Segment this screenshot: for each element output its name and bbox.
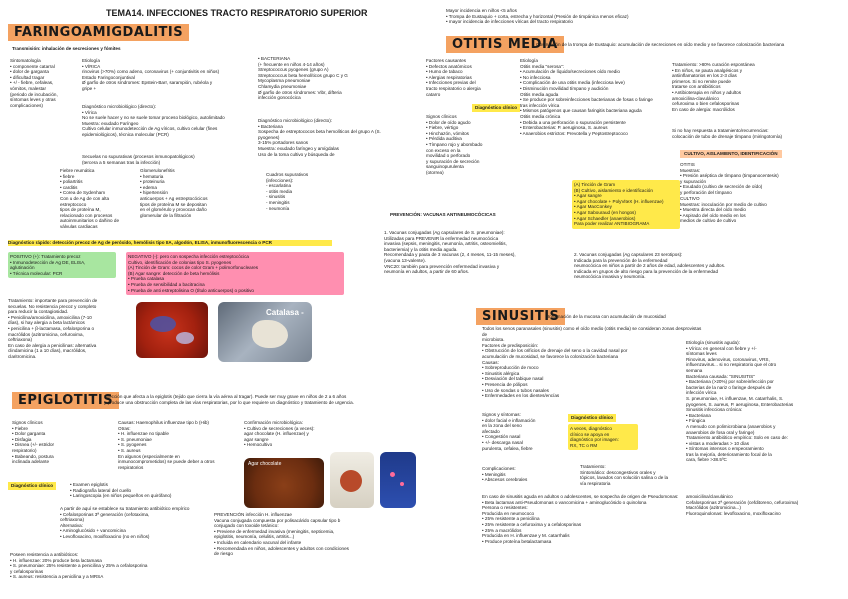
faringo-diagnostico-bacteriano: Diagnóstico microbiológico (directo): • Bacteriana Sospecha de estreptococos beta hemolíticos del grupo A (S. pyogenes) 3-15% portadores sanos Muestra: exudado faríngeo y amígdalas Uso de la toma cultivo y búsqueda de [258, 118, 381, 157]
faringo-etiologia-bacteriana: • BACTERIANA (+ frecuente en niños 4-14 años) Streptococcus pyogenes (grupo A) Streptococcus beta hemolíticos grupo C y G Mycoplasma pneumoniae Chlamydia pneumoniae Ø garfio de otros síndromes: Vibr, difteria infección gonocócica [258, 56, 348, 101]
faringo-tratamiento: Tratamiento: importante para prevención de secuelas. No resistencia precoz y completo para reducir la contagiosidad. • Penicilina/amoxicilina, amoxicilina (7-10 días), si hay alergia a beta lactámicos • penicilina + β-lactamasa, cefalosporina o macrólidos (azitromicina, cefuroxima, ceftriaxona) En caso de alergia a penicilinas: alternativa clindamicina (1 a 10 días), macrólidos, claritromicina. [8, 298, 98, 359]
bacitracin-disk-2 [176, 332, 194, 344]
faringo-glomerulonefritis: Glomerulonefritis • hematuria • proteinuria • edema • hipertensión anticuerpos + Ag estreptocócicos tipos de proteína M se depositan en el glomérulo y provocan daño glomerular de la filtración [140, 168, 208, 218]
epiglotitis-examenes: • Examen epiglotis • Radiografía lateral del cuello • Laringoscopia (en niños pequeños en quirófano) [70, 482, 172, 499]
faringo-etiologia-viral: Etiología • VÍRICA rinovirus (>70%) como adeno, coronavirus (+ conjuntivitis en niños) Estado Faringoconjuntival Ø garfio de otros síndromes: Epstein-Barr, sarampión, rubéola y gripe + [82, 58, 220, 91]
otitis-vacunas-23: 2. Vacunas conjugadas (Ag capsulares 23 serotipos): Indicada para la prevención de la enfermedad neumocócica en niños a partir de 2 años de edad, adolescentes y adultos. Indicada en grupos de alto riesgo para la prevención de la enfermedad neumocócica invasiva y neumonía. [574, 252, 726, 280]
otitis-prevencion: PREVENCIÓN: VACUNAS ANTINEUMOCÓCICAS [390, 212, 496, 217]
epiglotitis-resistencia: Poseen resistencia a antibióticos: • H. influenzae: 20% produce beta lactamasa • S. pneumoniae: 25% resistente a penicilina y 25% a cefalosporina y cefalosporinas • S. aureus: resistencia a penicilina y a MRSA [10, 552, 148, 580]
faringo-heading: FARINGOAMIGDALITIS [8, 24, 189, 41]
agar-chocolate-label: Agar chocolate [248, 461, 282, 467]
otitis-heading: OTITIS MEDIA [446, 36, 564, 53]
sinusitis-complicaciones: Complicaciones: • Meningitis • Abscesos cerebrales [482, 466, 528, 483]
otitis-top-lines: Mayor incidencia en niños <5 años • Trompa de Eustaquio + corta, estrecha y horizontal (Presión de timpánica menos eficaz) • mayor incidencia de infecciones víricas del tracto respiratorio [446, 8, 629, 25]
gram-cell [400, 482, 404, 486]
faringo-diagnostico-rapido: Diagnóstico rápido: detección precoz de Ag de peróxido, hemólisis tipo IIA, algodón, ELISA, inmunofluorescencia o PCR [8, 240, 332, 246]
sinusitis-definition: Inflamación de la mucosa con acumulación de mucosidad [548, 314, 666, 319]
catalasa-photo [218, 302, 312, 362]
sinusitis-diagnostico-clinico: Diagnóstico clínico [568, 414, 616, 422]
catalasa-label: Catalasa - [266, 308, 304, 317]
epiglotitis-prevencion: PREVENCIÓN infección H. influenzae Vacuna conjugada compuesta por polisacárido capsular tipo b conjugado con toxoide tetánico: • Previene de enfermedad invasiva (meningitis, septicemia, epiglotitis, neumonía, celulitis, artritis...) • Incluida en calendario vacunal del infante • Recomendada en niños, adolescentes y adultos con condiciones de riesgo [214, 512, 349, 557]
faringo-diagnostico-viral: Diagnóstico microbiológico (directo): • Vírica No se suele hacer y no se suele tomar proceso biológico, autolimitado Muestra: exudado Faríngeo Cultivo celular inmunodetección de Ag víricos, cultivo celular (fines epidemiológicos), técnica molecular (PCR) [82, 104, 225, 137]
otitis-cultivo-title: CULTIVO, AISLAMIENTO, IDENTIFICACIÓN [680, 150, 782, 158]
faringo-negativo-box: NEGATIVO (-): pero con sospecha infección estreptocócica Cultivo, identificación de colonias tipo S. pyogenes (A) Tinción de Gram: cocos de color Gram + polimorfonucleares (B) Agar sangre: detección de beta hemólisis • Prueba catalasa • Prueba de sensibilidad a bacitracina • Prueba de anti estreptolisina O (título anticuerpos) o positivo [126, 252, 344, 295]
otitis-etiologia: Etiología Otitis media "serosa": • Acumulación de líquido/secreciones oído medio • No infecciosa • Complicación de una otitis media (infecciosa leve) • Disminución movilidad tímpano y audición Otitis media aguda • Se produce por sobreinfecciones bacterianas de fosas o faringe tras infección vírica • Mismos patógenos que causan faringitis bacteriana aguda Otitis media crónica • Debida a una perforación o supuración persistente • Enterobacterias: P. aeruginosa, S. aureus • Anaerobios estrictos: Prevotella y Peptostreptococo [520, 58, 653, 136]
faringo-transmision: Transmisión: inhalación de secreciones y fómites [12, 46, 121, 51]
otitis-diagnostico-clinico: Diagnóstico clínico [472, 104, 520, 112]
sinusitis-heading: SINUSITIS [476, 308, 565, 325]
sinusitis-aguda: En caso de sinusitis aguda en adultos o adolescentes, se sospecha de origen de Pseudomonas: • Beta lactamas anti-Pseudomonas o vancomicina + aminoglucósido o quinolona Persona o resistentes: Producida en neumococo • 25% resistente a penicilina • 25% resistente a cefuroxima y a cefalosporinas • 25% a macrólidos Producida en H. influenzae y M. catarrhalis • Produce proteína betalactamasa [482, 494, 679, 544]
epiglotitis-definition: Infección que afecta a la epiglotis (tejido que cierra la vía aérea al tragar). Puede ser muy grave en niños de 2 a 6 años y produce una obstrucción completa de las vías respiratorias, por lo que requiere un diagnóstico y tratamiento de urgencia. [104, 394, 354, 405]
sinusitis-intro: Todos los senos paranasales (sinusitis) como el oído medio (otitis media) se consideran zonas desprovistas de microbiota. Factores de predisposición: • Obstrucción de los orificios de drenaje del seno o la cavidad nasal por acumulación de mucosidad, se favorece la colonización bacteriana Causas: • Sobreproducción de moco • Sinusitis alérgica • Desviación del tabique nasal • Presencia de pólipos • Uso de sondas o tubos nasales • Enfermedades en los dientes/encías [482, 326, 702, 399]
otitis-muestras: OTITIS Muestras: • Presión aséptica de tímpano (timpanocentesis) y supuración • Exudado (cultivo de secreción de oído) y perforación del tímpano [680, 162, 779, 195]
agar-sangre-photo [136, 302, 208, 358]
epiglotitis-diagnostico-clinico: Diagnóstico clínico [8, 482, 56, 490]
agar-chocolate-photo [244, 458, 324, 508]
otitis-cultivo-body: CULTIVO Muestras: inoculación por medio de cultivo • Muestra directa del oído medio • Aspirado del oído medio en los medios de cultivo de cultivo [680, 196, 767, 224]
otitis-tubo-drenaje: Si no hay respuesta a tratamiento/recurrencias: colocación de tubo de drenaje tímpano (miringotomía) [672, 128, 783, 139]
hemocultivo-photo [330, 452, 374, 508]
gram-cell [390, 472, 395, 477]
faringo-sintomatologia: Sintomatología • componente catarral • dolor de garganta • dificultad tragar • +/ - fiebre, cefaleas, vómitos, malestar (periodo de incubación, síntomas leves y otras complicaciones) [10, 58, 58, 108]
sinusitis-diagnostico-imagen: A veces, diagnóstico clínico se apoya en diagnóstico por imagen: RX, TC o RM [568, 424, 638, 450]
otitis-vacunas-conjugadas: 1. Vacunas conjugadas (Ag capsulares de S. pneumoniae): Utilizadas para PREVENIR la enfermedad neumocócica invasiva (sepsis, meningitis, neumonía, artritis, osteomielitis, bacteriemia) y la otitis media aguda. Recomendada y pauta de 3 vacunas (2, 4 meses, 11-15 meses), (vacuna 13-valente). VNC20: también para prevención enfermedad invasiva y neumonía en adultos, a partir de 60 años. [384, 230, 516, 275]
otitis-signos: Signos clínicos • Dolor de oído agudo • Fiebre, vértigo • Hinchazón, vómitos • Pérdida auditiva • Tímpano rojo y abombado con exceso en la movilidad o perforado y supuración de secreción sanguinopurulenta (otorrea) [426, 114, 483, 175]
otitis-tratamiento: Tratamiento: >80% curación espontánea • En niños, se pauta analgésicos y antiinflamatorios en los 2-3 días primeros. Si no remite puede tratarse con antibióticos • Antibioterapia en niños y adultos amoxicilina-clavulánico cefuroxima o bien cefalosporinas En caso de alergia: macrólidos [672, 62, 755, 112]
bacitracin-disk-1 [150, 316, 176, 332]
gram-stain-photo [380, 452, 416, 508]
page-title: TEMA14. INFECCIONES TRACTO RESPIRATORIO SUPERIOR [106, 8, 368, 18]
otitis-definition: Obstrucción de la trompa de Eustaquio: acumulación de secreciones en oído medio y se favorece colonización bacteriana [536, 42, 785, 47]
faringo-cuadros-supurativos: Cuadros supurativos (infecciones): - escarlatina - otitis media - sinusitis - meningitis - neumonía [266, 172, 309, 211]
faringo-positivo-box: POSITIVO (+): Tratamiento precoz • Inmunodetección de Ag DE, ELISA, aglutinación • Técnica molecular: PCR [8, 252, 116, 278]
epiglotitis-heading: EPIGLOTITIS [12, 392, 119, 409]
epiglotitis-confirmacion: Confirmación microbiológica: • Cultivo de secreciones (a veces): agar chocolate (H. influenzae) y agar sangre • Hemocultivo [244, 420, 315, 448]
otitis-factores: Factores causantes • Defectos anatómicos • Humo de tabaco • Alergias respiratorias • Infecciones previas del tracto respiratorio o alergia catarro [426, 58, 481, 97]
culture-plate [340, 470, 362, 492]
catalasa-bubbles [252, 320, 288, 348]
faringo-fiebre-reumatica: Fiebre reumática • fiebre • poliartritis • carditis • Corea de Sydenham Con u de Ag de con alta estreptococo tipos de proteína M, relacionado con procesos autoinmunitarios o dañino de válvulas cardiacas [60, 168, 119, 229]
sinusitis-tratamiento: Tratamiento: Sintomático: descongestivos orales y tópicos, lavados con solución salina o de la vía respiratoria [580, 464, 669, 486]
epiglotitis-signos: Signos clínicos • Fiebre • Dolor garganta • Disfagia • Disnea (+/- estridor respiratorio) • Babeando, postura inclinada adelante [12, 420, 55, 465]
faringo-secuelas: Secuelas no supurativas (procesos inmunopatológicos) (tercera a 5 semanas tras la infección) [82, 154, 195, 165]
otitis-gram-box: (A) Tinción de Gram (B) Cultivo, aislamiento e identificación • Agar sangre • Agar chocolate + PolyViteX (H. influenzae) • Agar MacConkey • Agar Sabouraud (en hongos) • Agar Schaedler (anaerobios) Para poder realizar ANTIBIOGRAMA [572, 180, 680, 229]
sinusitis-etiologia: Etiología (sinusitis aguda): • Vírica: en general con fiebre y +/- síntomas leves Rinovirus, adenovirus, coronavirus, VRS, influenzavirus... si no respiratorio que el otro semana Bacteriana causada: "SINUSITIS" • Bacteriana (>20%) por sobreinfección por bacterias de la nariz o faringe después de infección vírica S. pneumoniae, H. influenzae, M. catarrhalis, S. pyogenes, S. aureus, P. aeruginosa, Enterobacterias Sinusitis infecciosa crónica: • Bacteriana • Fúngica A menudo con polimicrobiana (anaerobios y anaerobios de fosa oral y faringe) Tratamiento antibiótico empírico: Solo en caso de: • vistas a moderadas > 10 días • Síntomas intensos o empeoramiento tras la mejoría, deterioramiento focal de la cara, fiebre >38.5ºC [686, 340, 794, 463]
sinusitis-antibioticos: amoxicilina/clavulánico Cefalosporinas 2ª generación (cefditoreno, cefuroxima) Macrólidos (azitromicina...) Fluoroquinolonas: levofloxacino, moxifloxacino [686, 494, 799, 516]
sinusitis-signos: Signos y síntomas: • dolor facial e inflamación en la zona del seno afectado • Congestión nasal • +/- descarga nasal purulenta, cefalea, fiebre [482, 412, 536, 451]
epiglotitis-tratamiento-empirico: A partir de aquí se establece su tratamiento antibiótico empírico • Cefalosporinas 3ª generación (cefotaxima, ceftriaxona) Alternativa: • Aminoglucósido + vancomicina • Levofloxacino, moxifloxacino (no en niños) [60, 506, 190, 539]
epiglotitis-causas: Causas: Haemophilus influenzae tipo b (Hib) Otras: • H. influenzae no tipable • S. pneumoniae • S. pyogenes • S. aureus En algunos (especialmente en inmunocomprometidos) se puede deber a otros respiratorios [118, 420, 215, 470]
